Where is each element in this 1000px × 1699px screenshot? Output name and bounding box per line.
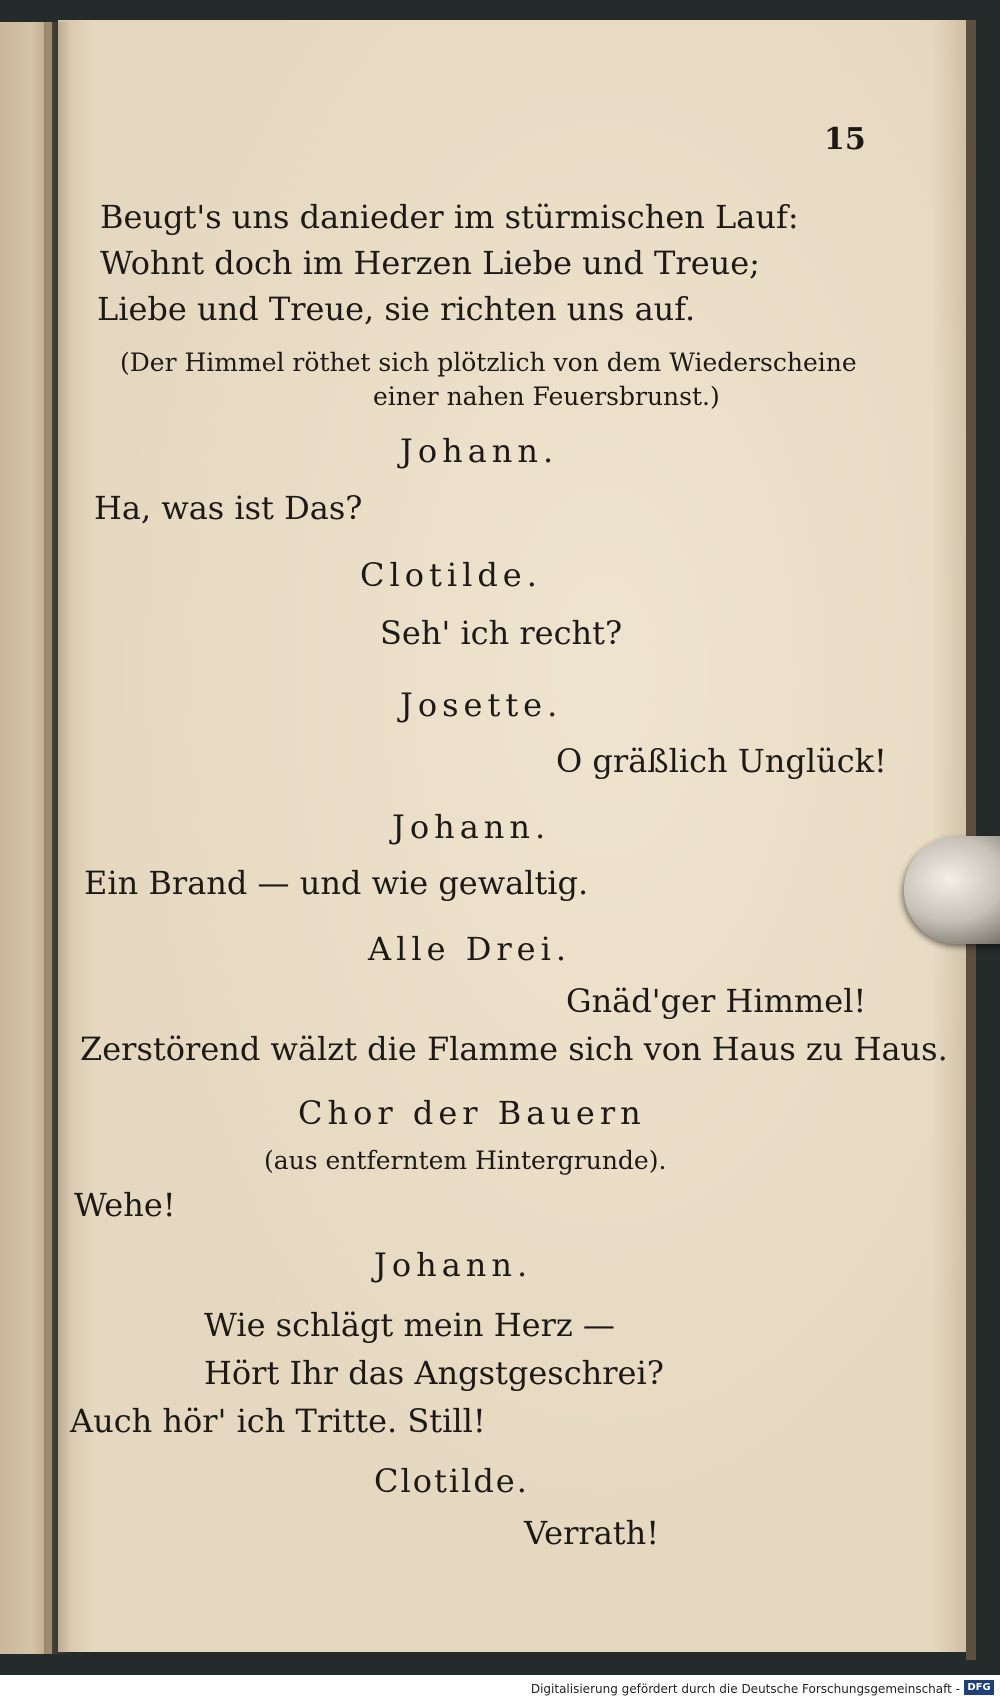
page-number: 15 — [824, 122, 866, 157]
dialogue-line: Seh' ich recht? — [380, 614, 623, 652]
speaker-name: Johann. — [392, 808, 551, 846]
dialogue-line: Ein Brand — und wie gewaltig. — [84, 864, 589, 902]
stage-direction: einer nahen Feuersbrunst.) — [373, 382, 720, 411]
speaker-name: Alle Drei. — [368, 930, 571, 968]
digitization-credit: Digitalisierung gefördert durch die Deutsche Forschungsgemeinschaft - — [530, 1682, 960, 1696]
verse-line: Wohnt doch im Herzen Liebe und Treue; — [100, 244, 760, 282]
dialogue-line: Auch hör' ich Tritte. Still! — [70, 1402, 486, 1440]
verse-line: Liebe und Treue, sie richten uns auf. — [97, 290, 696, 328]
speaker-name: Johann. — [400, 432, 559, 470]
dialogue-line: Verrath! — [524, 1514, 660, 1552]
speaker-name: Clotilde. — [374, 1462, 529, 1500]
gutter-shadow — [44, 22, 70, 1654]
dialogue-line: Zerstörend wälzt die Flamme sich von Haus zu Haus. — [80, 1030, 948, 1068]
stage-direction: (aus entferntem Hintergrunde). — [264, 1146, 667, 1175]
dialogue-line: Gnäd'ger Himmel! — [566, 982, 867, 1020]
speaker-name: Josette. — [400, 686, 563, 724]
verse-line: Beugt's uns danieder im stürmischen Lauf: — [100, 198, 799, 236]
dialogue-line: Ha, was ist Das? — [94, 489, 363, 527]
dialogue-line: Hört Ihr das Angstgeschrei? — [204, 1354, 664, 1392]
speaker-name: Clotilde. — [360, 556, 542, 594]
dialogue-line: O gräßlich Unglück! — [556, 742, 887, 780]
dfg-logo: DFG — [964, 1680, 994, 1695]
dialogue-line: Wie schlägt mein Herz — — [204, 1306, 615, 1344]
stage-direction: (Der Himmel röthet sich plötzlich von dem Wiederscheine — [120, 348, 857, 377]
speaker-name: Johann. — [374, 1246, 533, 1284]
footer-bar — [0, 1675, 1000, 1699]
speaker-name: Chor der Bauern — [298, 1094, 646, 1132]
dialogue-line: Wehe! — [74, 1186, 176, 1224]
